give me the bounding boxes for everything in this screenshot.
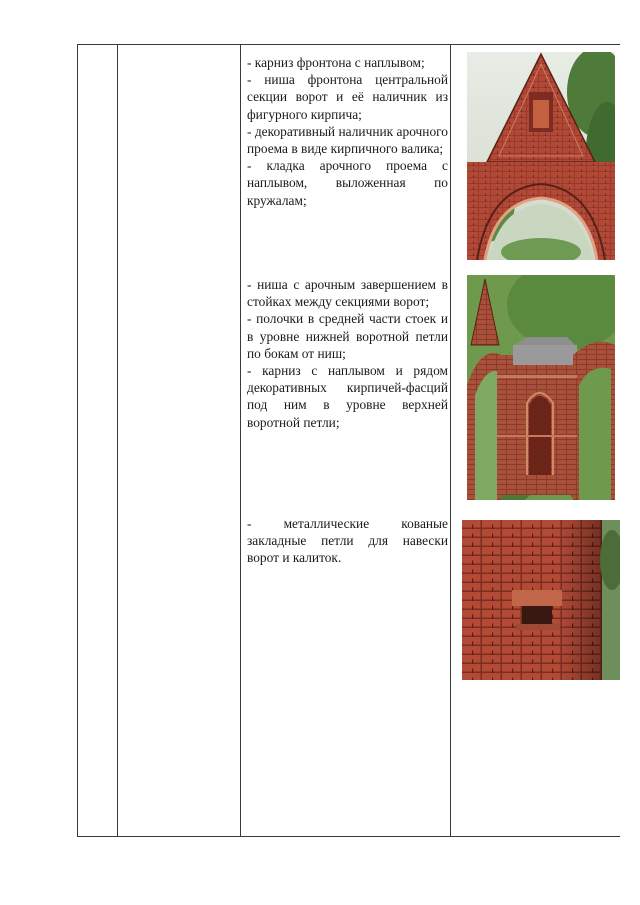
table-column-divider-3	[450, 44, 451, 837]
row-2-item-2: - полочки в средней части стоек и в уровне нижней воротной петли по бокам от ниш;	[247, 311, 448, 361]
row-1-item-4: - кладка арочного проема с наплывом, выложенная по кружалам;	[247, 158, 448, 208]
row-3-description	[247, 515, 448, 567]
row-1-item-2: - ниша фронтона центральной секции ворот и её наличник из фигурного кирпича;	[247, 72, 448, 122]
row-1-item-3: - декоративный наличник арочного проема в виде кирпичного валика;	[247, 123, 448, 157]
row-1-item-1: - карниз фронтона с наплывом;	[247, 55, 425, 70]
row-2-description	[247, 276, 448, 431]
table-border-left	[77, 44, 78, 837]
gate-pier-niche-photo	[467, 275, 615, 500]
row-3-item-1: - металлические кованые закладные петли для навески ворот и калиток.	[247, 516, 448, 566]
table-border-top	[77, 44, 620, 45]
brick-pier-hinge-photo	[462, 520, 620, 680]
gate-pediment-arch-photo	[467, 52, 615, 260]
table-border-bottom	[77, 836, 620, 837]
row-2-item-1: - ниша с арочным завершением в стойках между секциями ворот;	[247, 277, 448, 310]
table-column-divider-2	[240, 44, 241, 837]
row-1-description	[247, 54, 448, 209]
table-column-divider-1	[117, 44, 118, 837]
row-2-item-3: - карниз с наплывом и рядом декоративных кирпичей-фасций под ним в уровне верхней воротной петли;	[247, 363, 448, 430]
